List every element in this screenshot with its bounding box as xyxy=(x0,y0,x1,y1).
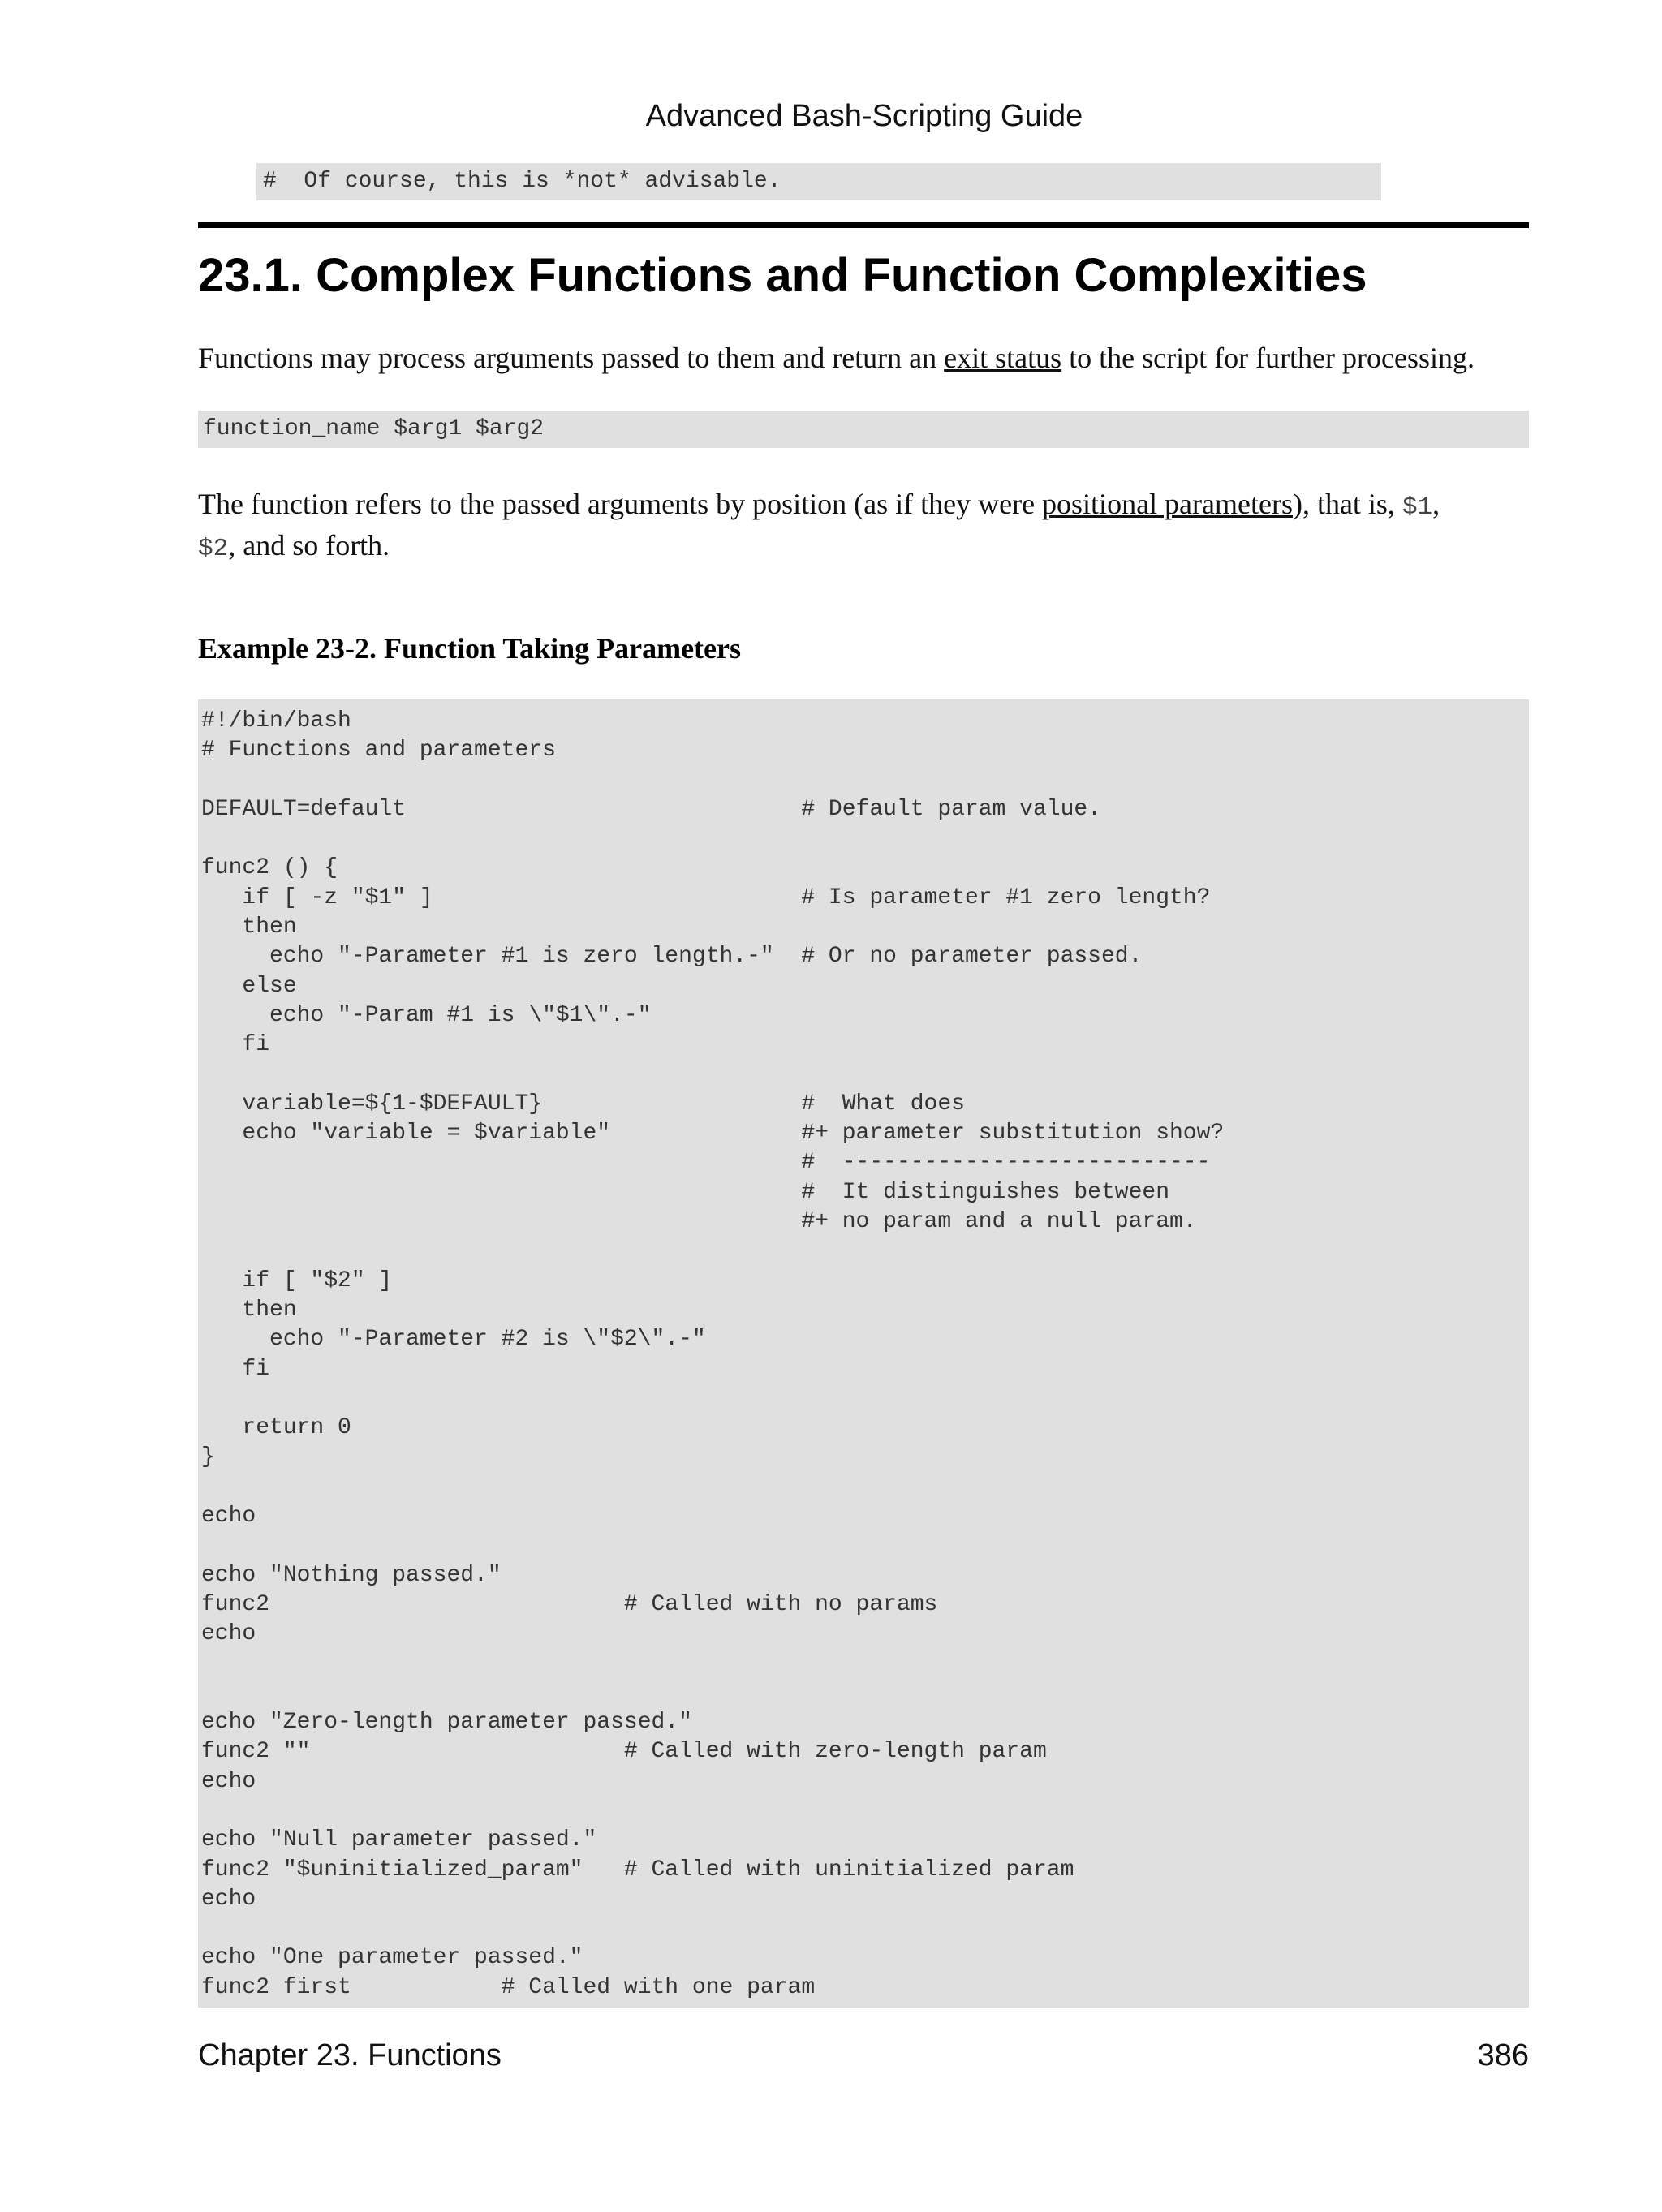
code-line: echo "-Param #1 is \"$1\".-" xyxy=(201,1002,652,1028)
paragraph-text: The function refers to the passed arguments by position (as if they were xyxy=(198,488,1043,520)
section-title: 23.1. Complex Functions and Function Complexities xyxy=(198,249,1367,302)
positional-parameters-link[interactable]: positional parameters xyxy=(1042,488,1293,520)
section-divider xyxy=(198,222,1529,228)
code-line: # It distinguishes between xyxy=(201,1179,1169,1205)
code-line xyxy=(201,1237,1529,1266)
function-syntax-code: function_name $arg1 $arg2 xyxy=(198,411,1529,448)
paragraph-text: ), that is, xyxy=(1292,488,1402,520)
code-line: echo "-Parameter #1 is zero length.-" # Or no parameter passed. xyxy=(201,944,1143,970)
example-title: Example 23-2. Function Taking Parameters xyxy=(198,632,742,665)
code-line: # Functions and parameters xyxy=(201,738,556,764)
paragraph-positional xyxy=(198,485,1537,568)
code-line: #+ no param and a null param. xyxy=(201,1209,1197,1235)
code-line xyxy=(201,1473,1529,1502)
code-line: if [ "$2" ] xyxy=(201,1267,393,1293)
code-line: then xyxy=(201,1297,297,1323)
code-line: func2 () { xyxy=(201,855,338,881)
code-line: echo "Nothing passed." xyxy=(201,1562,502,1588)
code-line: echo xyxy=(201,1621,256,1647)
code-line: # --------------------------- xyxy=(201,1150,1211,1176)
code-line xyxy=(201,824,1529,854)
paragraph-text: , xyxy=(1432,488,1440,520)
paragraph-text: Functions may process arguments passed to them and return an xyxy=(198,342,945,374)
code-line: echo xyxy=(201,1886,256,1912)
code-line: if [ -z "$1" ] # Is parameter #1 zero length? xyxy=(201,884,1211,910)
code-line: func2 first # Called with one param xyxy=(201,1974,816,2000)
code-line xyxy=(201,766,1529,795)
example-code-block xyxy=(198,699,1529,2008)
code-line xyxy=(201,1650,1529,1679)
running-header: Advanced Bash-Scripting Guide xyxy=(645,99,1083,133)
paragraph-text: to the script for further processing. xyxy=(1061,342,1475,374)
code-line: func2 # Called with no params xyxy=(201,1591,938,1617)
inline-code-dollar2: $2 xyxy=(198,535,229,563)
paragraph-text: , and so forth. xyxy=(228,529,390,562)
code-line: fi xyxy=(201,1356,270,1382)
code-line: return 0 xyxy=(201,1415,351,1441)
paragraph-intro xyxy=(198,339,1537,377)
code-line: #!/bin/bash xyxy=(201,708,351,734)
code-line: DEFAULT=default # Default param value. xyxy=(201,796,1101,822)
code-line: variable=${1-$DEFAULT} # What does xyxy=(201,1091,965,1117)
footer-page-number: 386 xyxy=(1477,2038,1529,2072)
code-line xyxy=(201,1384,1529,1414)
code-line xyxy=(201,1531,1529,1560)
code-snippet-top: # Of course, this is *not* advisable. xyxy=(256,163,1381,200)
code-line: echo "One parameter passed." xyxy=(201,1945,583,1971)
code-line: else xyxy=(201,973,297,999)
code-line: echo xyxy=(201,1768,256,1794)
code-line: echo xyxy=(201,1504,256,1530)
code-line: echo "variable = $variable" #+ parameter substitution show? xyxy=(201,1121,1225,1147)
code-line: func2 "$uninitialized_param" # Called with uninitialized param xyxy=(201,1857,1074,1883)
exit-status-link[interactable]: exit status xyxy=(944,342,1062,374)
code-line xyxy=(201,1061,1529,1090)
code-line: echo "Null parameter passed." xyxy=(201,1827,597,1853)
code-line: echo "-Parameter #2 is \"$2\".-" xyxy=(201,1327,706,1353)
code-line: fi xyxy=(201,1032,270,1058)
code-line xyxy=(201,1797,1529,1826)
code-line: } xyxy=(201,1444,215,1470)
code-line: echo "Zero-length parameter passed." xyxy=(201,1710,692,1736)
code-line xyxy=(201,1914,1529,1943)
code-line: then xyxy=(201,914,297,940)
footer-chapter: Chapter 23. Functions xyxy=(198,2038,502,2072)
inline-code-dollar1: $1 xyxy=(1402,493,1433,522)
code-line xyxy=(201,1679,1529,1708)
code-line: func2 "" # Called with zero-length param xyxy=(201,1739,1047,1765)
